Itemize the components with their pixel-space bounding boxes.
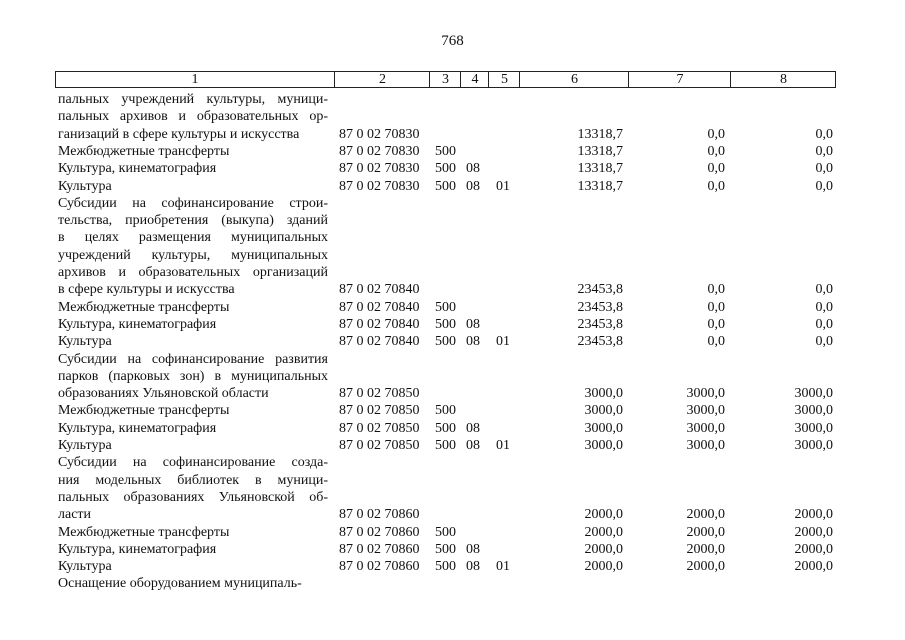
row-col-4: 08 (466, 316, 480, 332)
table-row (0, 229, 905, 246)
row-value-8: 2000,0 (794, 559, 833, 575)
row-code: 87 0 02 70850 (339, 420, 420, 436)
row-value-8: 0,0 (815, 299, 833, 315)
row-name: Межбюджетные трансферты (58, 143, 230, 159)
row-name: Субсидии на софинансирование развития (58, 351, 328, 367)
row-value-7: 0,0 (707, 299, 725, 315)
row-code: 87 0 02 70860 (339, 559, 420, 575)
table-row (0, 160, 905, 177)
row-value-8: 0,0 (815, 143, 833, 159)
table-row (0, 299, 905, 316)
row-col-5: 01 (496, 334, 510, 350)
row-value-8: 2000,0 (794, 507, 833, 523)
row-code: 87 0 02 70840 (339, 334, 420, 350)
row-col-3: 500 (435, 178, 456, 194)
row-name: Культура, кинематография (58, 541, 217, 557)
row-value-8: 0,0 (815, 316, 833, 332)
table-row (0, 178, 905, 195)
table-row (0, 489, 905, 506)
row-name: Межбюджетные трансферты (58, 403, 230, 419)
row-value-7: 3000,0 (686, 403, 725, 419)
row-value-7: 0,0 (707, 316, 725, 332)
header-col-1: 1 (191, 72, 199, 87)
page-number: 768 (441, 33, 464, 49)
table-row (0, 575, 905, 592)
row-col-4: 08 (466, 420, 480, 436)
table-row (0, 402, 905, 419)
table-row (0, 558, 905, 575)
row-value-6: 3000,0 (584, 386, 623, 402)
row-value-8: 3000,0 (794, 386, 833, 402)
table-row (0, 212, 905, 229)
row-name: в целях размещения муниципальных (58, 230, 328, 246)
row-code: 87 0 02 70860 (339, 541, 420, 557)
row-name: Культура, кинематография (58, 316, 217, 332)
row-value-8: 3000,0 (794, 420, 833, 436)
table-row (0, 472, 905, 489)
row-code: 87 0 02 70840 (339, 282, 420, 298)
table-row (0, 524, 905, 541)
row-name: пальных учреждений культуры, муници- (58, 92, 328, 107)
row-name: Культура (58, 559, 112, 575)
row-col-3: 500 (435, 299, 456, 315)
table-row (0, 437, 905, 454)
row-code: 87 0 02 70830 (339, 126, 420, 142)
table-row (0, 541, 905, 558)
row-value-7: 0,0 (707, 161, 725, 177)
table-row (0, 351, 905, 368)
row-value-7: 2000,0 (686, 524, 725, 540)
row-value-7: 2000,0 (686, 559, 725, 575)
row-value-7: 2000,0 (686, 541, 725, 557)
table-row (0, 506, 905, 523)
row-value-7: 0,0 (707, 178, 725, 194)
row-value-7: 3000,0 (686, 420, 725, 436)
row-col-4: 08 (466, 438, 480, 453)
row-name: Субсидии на софинансирование строи- (58, 195, 328, 211)
row-value-8: 0,0 (815, 161, 833, 177)
row-code: 87 0 02 70850 (339, 386, 420, 402)
row-col-3: 500 (435, 143, 456, 159)
table-row (0, 195, 905, 212)
header-col-2: 2 (334, 72, 430, 87)
row-value-8: 2000,0 (794, 524, 833, 540)
row-name: ласти (58, 507, 92, 523)
row-value-6: 2000,0 (584, 524, 623, 540)
table-row (0, 420, 905, 437)
table-row (0, 108, 905, 125)
table-row (0, 247, 905, 264)
row-value-6: 3000,0 (584, 403, 623, 419)
row-value-6: 2000,0 (584, 541, 623, 557)
row-value-8: 3000,0 (794, 403, 833, 419)
header-col-4: 4 (460, 72, 489, 87)
row-col-5: 01 (496, 178, 510, 194)
header-col-5: 5 (488, 72, 520, 87)
table-row (0, 264, 905, 281)
row-col-3: 500 (435, 524, 456, 540)
row-value-6: 13318,7 (577, 161, 623, 177)
row-name: пальных архивов и образовательных ор- (58, 109, 328, 125)
row-col-3: 500 (435, 403, 456, 419)
row-value-7: 0,0 (707, 282, 725, 298)
row-name: в сфере культуры и искусства (58, 282, 235, 298)
row-code: 87 0 02 70860 (339, 524, 420, 540)
table-row (0, 91, 905, 108)
row-code: 87 0 02 70840 (339, 316, 420, 332)
row-value-6: 23453,8 (577, 316, 623, 332)
row-col-5: 01 (496, 559, 510, 575)
row-code: 87 0 02 70830 (339, 143, 420, 159)
row-name: Культура, кинематография (58, 161, 217, 177)
row-col-3: 500 (435, 420, 456, 436)
table-row (0, 126, 905, 143)
row-value-6: 23453,8 (577, 282, 623, 298)
table-row (0, 316, 905, 333)
row-col-4: 08 (466, 541, 480, 557)
row-name: Межбюджетные трансферты (58, 299, 230, 315)
header-col-7: 7 (628, 72, 731, 87)
row-value-6: 23453,8 (577, 334, 623, 350)
row-name: ганизаций в сфере культуры и искусства (58, 126, 300, 142)
row-code: 87 0 02 70830 (339, 161, 420, 177)
row-value-8: 0,0 (815, 282, 833, 298)
row-col-3: 500 (435, 559, 456, 575)
table-row (0, 385, 905, 402)
row-value-7: 3000,0 (686, 386, 725, 402)
row-code: 87 0 02 70860 (339, 507, 420, 523)
row-col-5: 01 (496, 438, 510, 453)
row-name: Культура, кинематография (58, 420, 217, 436)
row-name: пальных образованиях Ульяновской об- (58, 489, 328, 505)
header-col-6: 6 (519, 72, 629, 87)
table-row (0, 454, 905, 471)
row-value-6: 13318,7 (577, 143, 623, 159)
table-row (0, 143, 905, 160)
row-name: ния модельных библиотек в муници- (58, 472, 328, 488)
row-col-4: 08 (466, 559, 480, 575)
row-col-3: 500 (435, 541, 456, 557)
header-col-3: 3 (429, 72, 461, 87)
row-col-3: 500 (435, 316, 456, 332)
row-code: 87 0 02 70840 (339, 299, 420, 315)
row-name: Субсидии на софинансирование созда- (58, 455, 328, 471)
row-name: учреждений культуры, муниципальных (58, 247, 328, 263)
row-name: Культура (58, 334, 112, 350)
table-row (0, 281, 905, 298)
row-name: тельства, приобретения (выкупа) зданий (58, 213, 328, 229)
row-code: 87 0 02 70830 (339, 178, 420, 194)
row-value-6: 13318,7 (577, 126, 623, 142)
table-row (0, 333, 905, 350)
row-value-6: 3000,0 (584, 420, 623, 436)
row-value-7: 0,0 (707, 126, 725, 142)
row-value-8: 3000,0 (794, 438, 833, 453)
row-col-4: 08 (466, 178, 480, 194)
header-col-8: 8 (730, 72, 836, 87)
row-value-7: 3000,0 (686, 438, 725, 453)
row-value-8: 0,0 (815, 126, 833, 142)
row-name: Культура (58, 438, 112, 453)
row-value-6: 2000,0 (584, 559, 623, 575)
row-value-8: 2000,0 (794, 541, 833, 557)
row-value-8: 0,0 (815, 334, 833, 350)
row-value-8: 0,0 (815, 178, 833, 194)
row-value-7: 0,0 (707, 143, 725, 159)
row-col-3: 500 (435, 161, 456, 177)
row-value-7: 2000,0 (686, 507, 725, 523)
row-name: Культура (58, 178, 112, 194)
row-value-6: 23453,8 (577, 299, 623, 315)
row-name: парков (парковых зон) в муниципальных (58, 368, 328, 384)
row-name: образованиях Ульяновской области (58, 386, 269, 402)
row-name: Межбюджетные трансферты (58, 524, 230, 540)
table-header (55, 71, 836, 88)
row-code: 87 0 02 70850 (339, 438, 420, 453)
row-col-4: 08 (466, 161, 480, 177)
row-col-3: 500 (435, 438, 456, 453)
row-name: Оснащение оборудованием муниципаль- (58, 576, 302, 592)
row-value-7: 0,0 (707, 334, 725, 350)
row-col-4: 08 (466, 334, 480, 350)
row-col-3: 500 (435, 334, 456, 350)
row-name: архивов и образовательных организаций (58, 265, 328, 280)
row-value-6: 13318,7 (577, 178, 623, 194)
table-row (0, 368, 905, 385)
row-value-6: 3000,0 (584, 438, 623, 453)
row-value-6: 2000,0 (584, 507, 623, 523)
row-code: 87 0 02 70850 (339, 403, 420, 419)
